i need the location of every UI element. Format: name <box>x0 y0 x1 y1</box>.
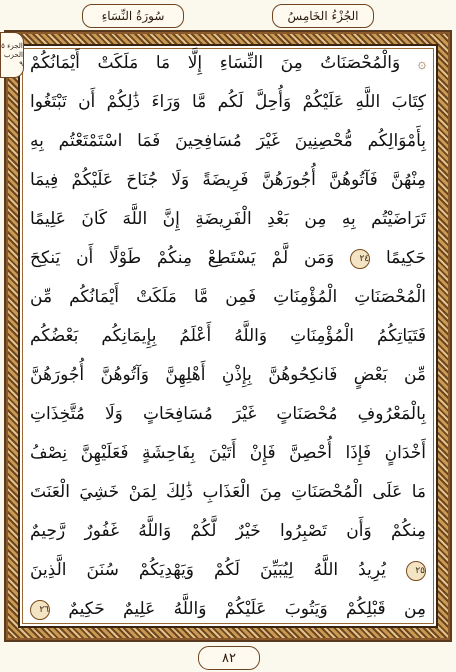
text-line: أَخْدَانٍ فَإِذَا أُحْصِنَّ فَإِنْ أَتَيْنَ بِفَاحِشَةٍ فَعَلَيْهِنَّ نِصْفُ <box>30 443 426 463</box>
text-line: ٢٥ يُرِيدُ اللَّهُ لِيُبَيِّنَ لَكُمْ وَيَهْدِيَكُمْ سُنَنَ الَّذِينَ <box>30 560 425 580</box>
juz-name: الجُزْءُ الخَامِسُ <box>287 9 359 23</box>
surah-name-box <box>82 4 184 28</box>
juz-name-box <box>272 4 374 28</box>
page-number: ٨٢ <box>222 650 236 666</box>
page-number-box <box>198 646 260 670</box>
hizb-marker <box>0 32 24 78</box>
text-line: مِّن بَعْضٍ فَانكِحُوهُنَّ بِإِذْنِ أَهْلِهِنَّ وَآتُوهُنَّ أُجُورَهُنَّ <box>30 365 426 385</box>
text-line: مِنْهُنَّ فَآتُوهُنَّ أُجُورَهُنَّ فَرِيضَةً وَلَا جُنَاحَ عَلَيْكُمْ فِيمَا <box>30 170 426 190</box>
rub-el-hizb-icon: ۞ <box>417 56 426 72</box>
text-line: حَكِيمًا ٢٤ وَمَن لَّمْ يَسْتَطِعْ مِنكُمْ طَوْلًا أَن يَنكِحَ <box>30 248 427 268</box>
text-line: ۞ وَالْمُحْصَنَاتُ مِنَ النِّسَاءِ إِلَّا مَا مَلَكَتْ أَيْمَانُكُمْ <box>30 53 426 73</box>
hizb-marker-juz: الجزء ٥ <box>1 41 23 50</box>
text-line: فَتَيَاتِكُمُ الْمُؤْمِنَاتِ وَاللَّهُ أَعْلَمُ بِإِيمَانِكُم بَعْضُكُم <box>30 326 426 346</box>
text-line: مِنكُمْ وَأَن تَصْبِرُوا خَيْرٌ لَّكُمْ وَاللَّهُ غَفُورٌ رَّحِيمٌ <box>30 521 426 541</box>
text-line: بِالْمَعْرُوفِ مُحْصَنَاتٍ غَيْرَ مُسَافِحَاتٍ وَلَا مُتَّخِذَاتِ <box>30 404 426 424</box>
page-header <box>60 4 396 28</box>
quran-text <box>24 44 432 628</box>
text-line: بِأَمْوَالِكُم مُّحْصِنِينَ غَيْرَ مُسَافِحِينَ فَمَا اسْتَمْتَعْتُم بِهِ <box>30 131 426 151</box>
hizb-marker-hizb: الحزب ٩ <box>3 50 23 68</box>
ayah-number-marker: ٢٦ <box>30 600 50 620</box>
ayah-number-marker: ٢٥ <box>406 561 426 581</box>
text-line: كِتَابَ اللَّهِ عَلَيْكُمْ وَأُحِلَّ لَكُم مَّا وَرَاءَ ذَٰلِكُمْ أَن تَبْتَغُوا <box>30 92 426 112</box>
ayah-number-marker: ٢٤ <box>350 249 370 269</box>
text-line: مِن قَبْلِكُمْ وَيَتُوبَ عَلَيْكُمْ وَاللَّهُ عَلِيمٌ حَكِيمٌ ٢٦ <box>24 590 432 629</box>
text-line: مَا عَلَى الْمُحْصَنَاتِ مِنَ الْعَذَابِ ذَٰلِكَ لِمَنْ خَشِيَ الْعَنَتَ <box>30 482 426 502</box>
text-line: تَرَاضَيْتُم بِهِ مِن بَعْدِ الْفَرِيضَةِ إِنَّ اللَّهَ كَانَ عَلِيمًا <box>30 209 426 229</box>
text-line: الْمُحْصَنَاتِ الْمُؤْمِنَاتِ فَمِن مَّا مَلَكَتْ أَيْمَانُكُم مِّن <box>30 287 426 307</box>
surah-name: سُورَةُ النِّسَاءِ <box>101 9 165 23</box>
